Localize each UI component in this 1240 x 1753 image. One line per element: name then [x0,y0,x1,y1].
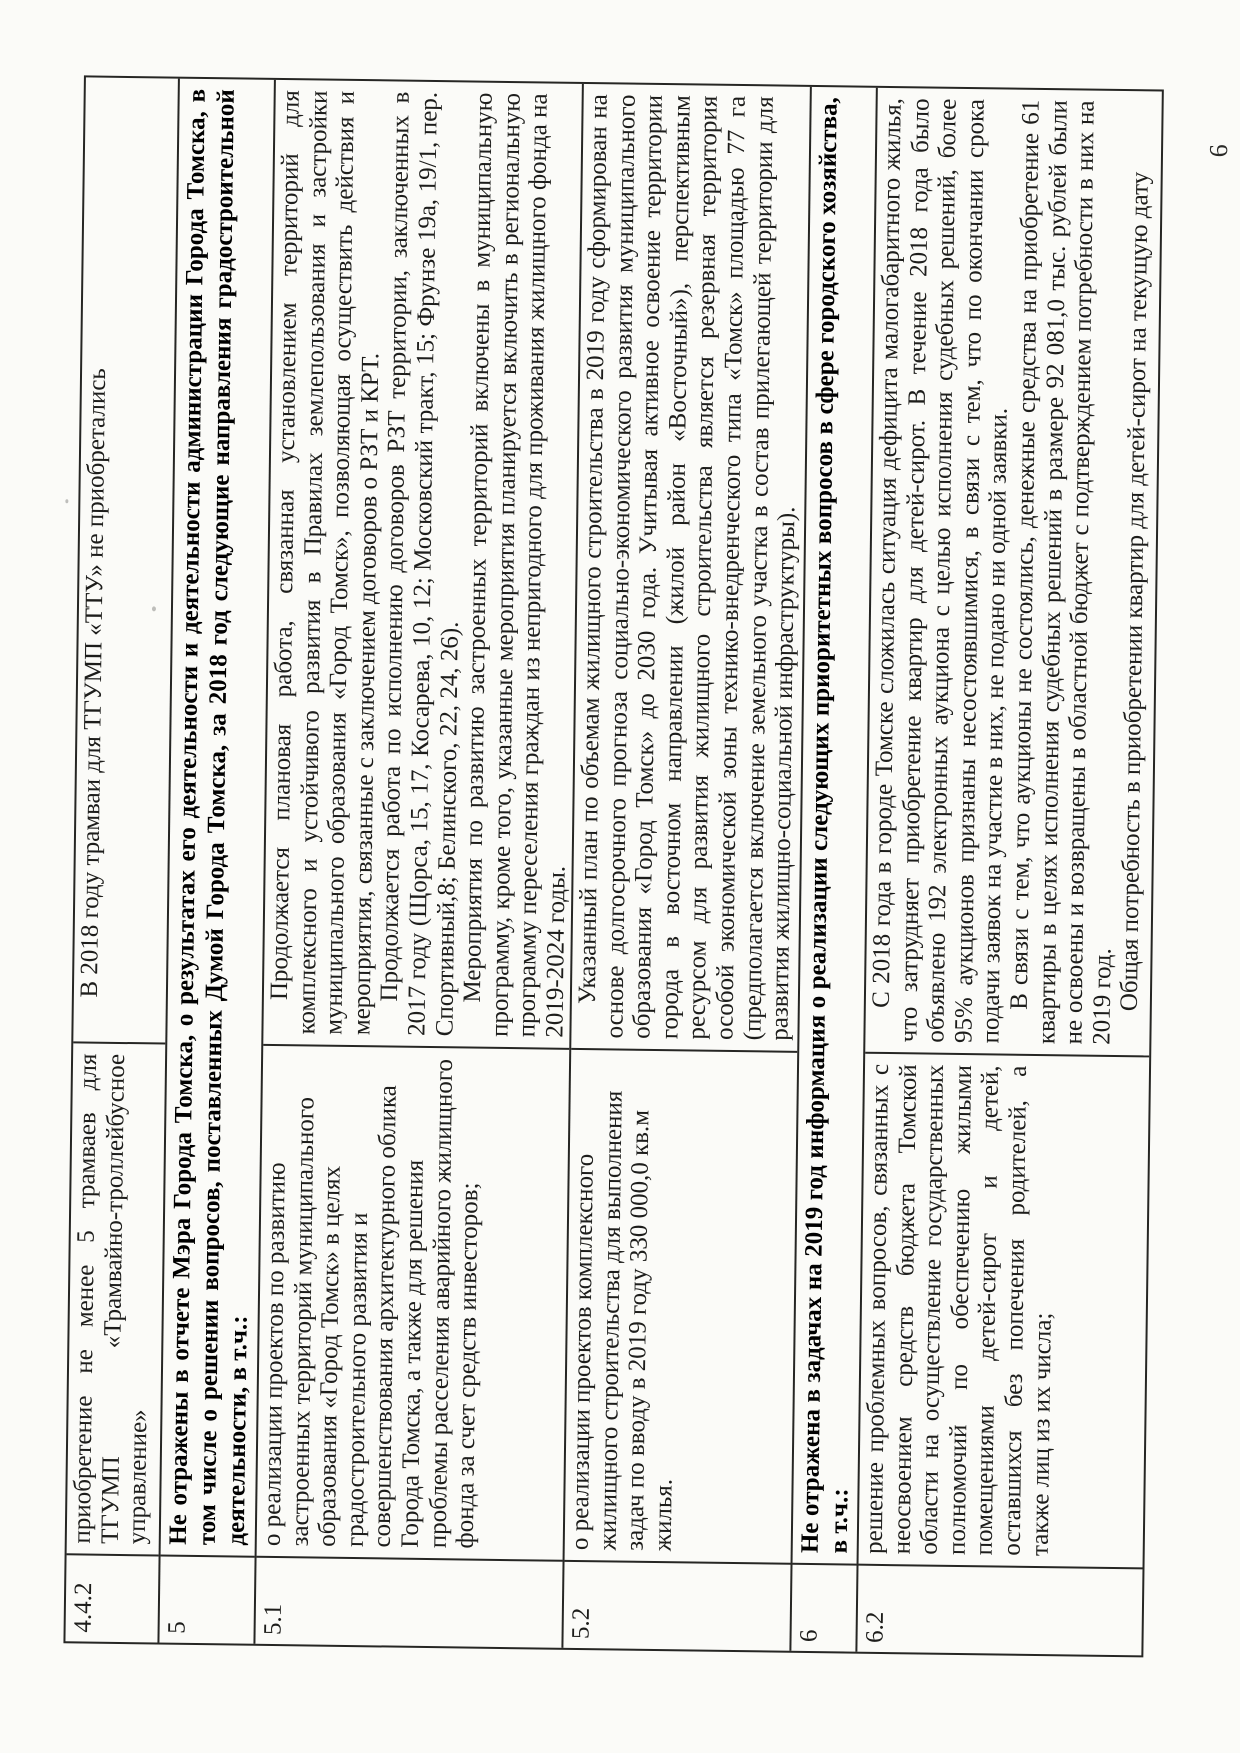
response-paragraph: Указанный план по объемам жилищного строительства в 2019 году сформирован на основе долгосрочного прогноза социально-экономического развития муниципального образования «Город Томск» до 2030 года. Учитывая активное освоение территории города в восточном направлении (жилой район «Восточный»), перспективным ресурсом для развития жилищного строительства является резервная территория особой экономической зоны технико-внедренческого типа «Томск» площадью 77 га (предполагается включение земельного участка в состав прилегающей территории для развития жилищно-социальной инфраструктуры). [573,93,801,1041]
issue-cell [858,1053,1149,1569]
scan-speck [151,606,155,611]
issue-cell [66,1043,165,1556]
response-paragraph: Мероприятия по развитию застроенных территорий включены в муниципальную программу, кроме того, указанные мероприятия планируется включить в региональную программу переселения граждан из непригодного для проживания жилищного фонда на 2019-2024 годы. [458,91,571,1038]
response-paragraph: В связи с тем, что аукционы не состоялись, денежные средства на приобретение 61 квартиры в целях исполнения судебных решений в размере 92 081,0 тыс. рублей были не освоены и возвращены в областной бюджет с подтверждением потребности в них на 2019 год. [1005,99,1116,1045]
response-cell [571,83,810,1052]
row-number: 5 [163,1620,191,1634]
issue-text: решение проблемных вопросов, связанных с неосвоением средств бюджета Томской области на осуществление государственных полномочий по обеспечению жилыми помещениями детей-сирот и детей, оставшихся без попечения родителей, а также лиц из их числа; [860,1063,1056,1556]
issue-text: о реализации проектов по развитию застроенных территорий муниципального образования «Город Томск» в целях градостроительного развития и совершенствования архитектурного облика Города Томска, а также для решения проблемы расселения аварийного жилищного фонда за счет средств инвесторов; [258,1058,484,1549]
row-number-cell [255,1557,562,1647]
response-paragraph: Продолжается плановая работа, связанная установлением территорий для комплексного и устойчивого развития в Правилах землепользования и застройки муниципального образования «Город Томск», позволяющая осуществить действия и мероприятия, связанные с заключением договоров о РЗТ и КРТ. [265,89,384,1035]
row-number-cell [65,1555,158,1642]
table-row [253,79,581,1647]
section-heading-cell [160,78,273,1557]
response-paragraph: Общая потребность в приобретении квартир для детей-сирот на текущую дату [1115,171,1154,1011]
response-paragraph: Продолжается работа по исполнению договоров РЗТ территории, заключенных в 2017 году (Щорса, 15, 17, Косарева, 10, 12; Московский тракт, 15; Фрунзе 19а, 19/1, пер. Спортивный,8; Белинского, 22, 24, 26). [375,90,463,1036]
table-row [855,87,1161,1655]
row-number: 5.2 [567,1607,595,1639]
row-number-cell [159,1556,254,1643]
section-heading-text: Не отражены в отчете Мэра Города Томска, о результатах его деятельности и деятельности администрации Города Томска, в том числе о решении вопросов, поставленных Думой Города Томска, за 2018 год следующие направления градостроительной деятельности, в т.ч.: [164,88,253,1546]
row-number: 4.4.2 [69,1581,97,1633]
response-paragraph: С 2018 года в городе Томске сложилась ситуация дефицита малогабаритного жилья, что затрудняет приобретение квартир для детей-сирот. В течение 2018 года было объявлено 192 электронных аукциона с целью исполнения судебных решений, более 95% аукционов признаны несостоявшимися, в связи с тем, что по окончании срока подачи заявок на участие в них, не подано ни одной заявки. [867,97,1013,1044]
report-remarks-table [63,75,1163,1657]
issue-text: о реализации проектов комплексного жилищного строительства для выполнения задач по вводу в 2019 году 330 000,0 кв.м жилья. [566,1089,677,1551]
table-row [561,83,809,1650]
row-number: 6 [795,1628,823,1642]
issue-text: приобретение не менее 5 трамваев для ТГУМП «Трамвайно-троллейбусное управление» [68,1052,153,1544]
page-number: 6 [1203,143,1233,157]
row-number-cell [791,1564,856,1651]
response-cell [263,79,582,1049]
response-cell [865,87,1162,1057]
issue-cell [256,1045,569,1561]
issue-cell [564,1049,797,1564]
section-heading-text: Не отражена в задачах на 2019 год информация о реализации следующих приоритетных вопросов в сфере городского хозяйства, в т.ч.: [796,96,854,1554]
row-number-cell [563,1561,790,1650]
response-cell [73,77,178,1044]
row-number: 5.1 [259,1603,287,1635]
row-number: 6.2 [860,1610,889,1643]
scan-speck [65,499,68,503]
row-number-cell [857,1565,1142,1655]
response-paragraph: В 2018 году трамваи для ТГУМП «ТТУ» не приобретались [75,367,111,998]
